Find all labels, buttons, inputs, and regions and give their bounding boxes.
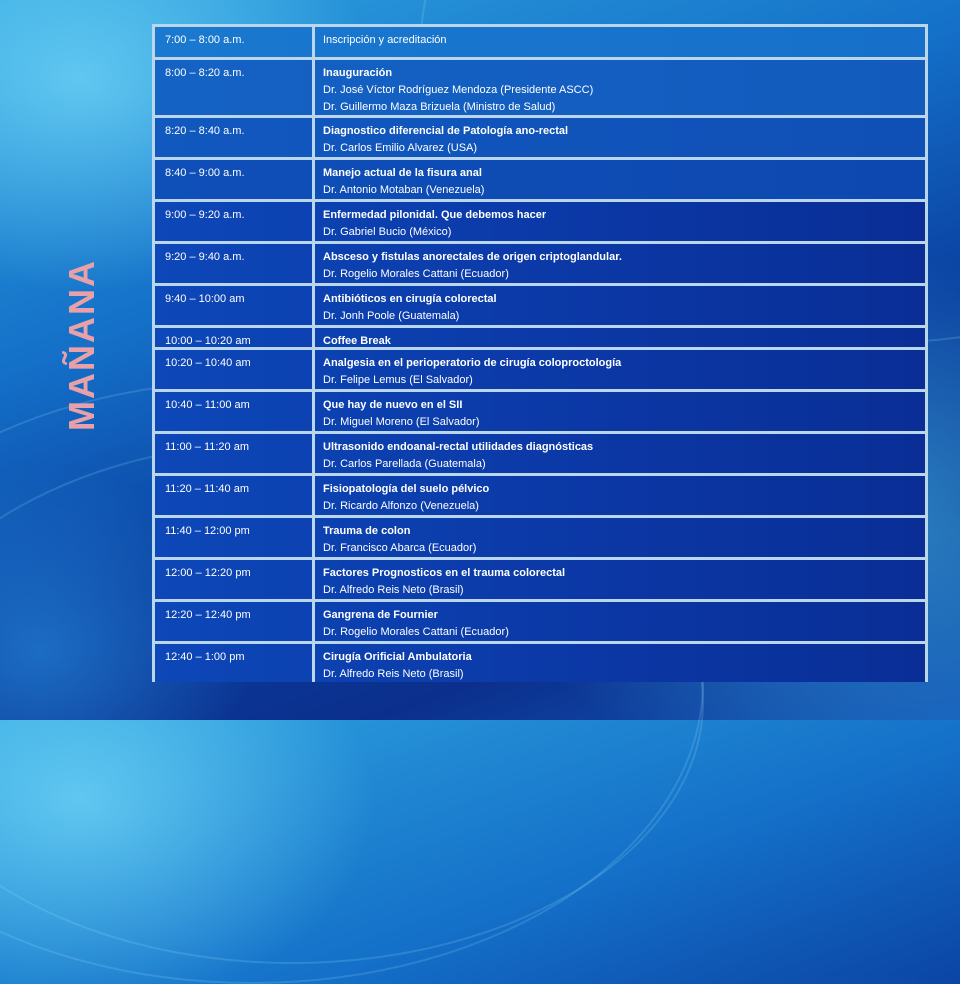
schedule-row xyxy=(155,644,925,682)
session-topic: Coffee Break xyxy=(323,335,391,347)
schedule-row xyxy=(155,118,925,160)
schedule-row xyxy=(155,350,925,392)
schedule-time: 11:00 – 11:20 am xyxy=(155,434,315,473)
session-speaker: Dr. Rogelio Morales Cattani (Ecuador) xyxy=(323,268,509,280)
schedule-row xyxy=(155,392,925,434)
session-speaker: Dr. José Víctor Rodríguez Mendoza (Presidente ASCC) xyxy=(323,84,594,96)
session-speaker: Dr. Gabriel Bucio (México) xyxy=(323,226,452,238)
schedule-session xyxy=(315,328,925,347)
session-topic: Factores Prognosticos en el trauma colorectal xyxy=(323,567,566,579)
schedule-time: 12:00 – 12:20 pm xyxy=(155,560,315,599)
session-speaker: Dr. Alfredo Reis Neto (Brasil) xyxy=(323,584,464,596)
session-speaker: Dr. Francisco Abarca (Ecuador) xyxy=(323,542,477,554)
session-topic: Ultrasonido endoanal-rectal utilidades diagnósticas xyxy=(323,441,594,453)
schedule-time: 10:00 – 10:20 am xyxy=(155,328,315,347)
session-topic: Cirugía Orificial Ambulatoria xyxy=(323,651,472,663)
schedule-row xyxy=(155,476,925,518)
schedule-session xyxy=(315,202,925,241)
schedule-session xyxy=(315,350,925,389)
schedule-time: 12:20 – 12:40 pm xyxy=(155,602,315,641)
schedule-row xyxy=(155,286,925,328)
schedule-session xyxy=(315,560,925,599)
session-topic: Inauguración xyxy=(323,67,393,79)
schedule-session xyxy=(315,476,925,515)
schedule-time: 7:00 – 8:00 a.m. xyxy=(155,27,315,57)
session-speaker: Dr. Carlos Emilio Alvarez (USA) xyxy=(323,142,478,154)
schedule-time: 9:40 – 10:00 am xyxy=(155,286,315,325)
session-speaker: Dr. Felipe Lemus (El Salvador) xyxy=(323,374,473,386)
schedule-session xyxy=(315,392,925,431)
session-speaker: Dr. Rogelio Morales Cattani (Ecuador) xyxy=(323,626,509,638)
session-topic: Gangrena de Fournier xyxy=(323,609,438,621)
schedule-session xyxy=(315,27,925,57)
schedule-time: 11:40 – 12:00 pm xyxy=(155,518,315,557)
session-speaker: Dr. Antonio Motaban (Venezuela) xyxy=(323,184,485,196)
schedule-row xyxy=(155,160,925,202)
session-speaker: Dr. Guillermo Maza Brizuela (Ministro de Salud) xyxy=(323,101,556,113)
schedule-time: 10:20 – 10:40 am xyxy=(155,350,315,389)
session-speaker: Dr. Carlos Parellada (Guatemala) xyxy=(323,458,486,470)
schedule-session xyxy=(315,160,925,199)
session-topic: Trauma de colon xyxy=(323,525,411,537)
schedule-session xyxy=(315,518,925,557)
schedule-row xyxy=(155,602,925,644)
schedule-row xyxy=(155,244,925,286)
schedule-session xyxy=(315,244,925,283)
schedule-time: 9:20 – 9:40 a.m. xyxy=(155,244,315,283)
session-topic: Absceso y fistulas anorectales de origen criptoglandular. xyxy=(323,251,622,263)
schedule-row xyxy=(155,328,925,350)
schedule-session xyxy=(315,644,925,682)
session-topic: Enfermedad pilonidal. Que debemos hacer xyxy=(323,209,547,221)
session-topic: Inscripción y acreditación xyxy=(323,34,447,46)
schedule-time: 8:20 – 8:40 a.m. xyxy=(155,118,315,157)
session-speaker: Dr. Miguel Moreno (El Salvador) xyxy=(323,416,480,428)
schedule-time: 10:40 – 11:00 am xyxy=(155,392,315,431)
section-title: MAÑANA xyxy=(61,259,102,431)
schedule-table xyxy=(152,24,928,682)
schedule-session xyxy=(315,602,925,641)
session-topic: Fisiopatología del suelo pélvico xyxy=(323,483,490,495)
session-topic: Diagnostico diferencial de Patología ano-rectal xyxy=(323,125,569,137)
schedule-row xyxy=(155,202,925,244)
schedule-session xyxy=(315,118,925,157)
session-speaker: Dr. Jonh Poole (Guatemala) xyxy=(323,310,460,322)
schedule-time: 9:00 – 9:20 a.m. xyxy=(155,202,315,241)
schedule-session xyxy=(315,60,925,115)
schedule-time: 11:20 – 11:40 am xyxy=(155,476,315,515)
schedule-session xyxy=(315,434,925,473)
schedule-row xyxy=(155,518,925,560)
schedule-row xyxy=(155,560,925,602)
schedule-row xyxy=(155,60,925,118)
schedule-time: 8:00 – 8:20 a.m. xyxy=(155,60,315,115)
schedule-time: 8:40 – 9:00 a.m. xyxy=(155,160,315,199)
schedule-session xyxy=(315,286,925,325)
session-topic: Manejo actual de la fisura anal xyxy=(323,167,482,179)
schedule-time: 12:40 – 1:00 pm xyxy=(155,644,315,682)
session-speaker: Dr. Alfredo Reis Neto (Brasil) xyxy=(323,668,464,680)
schedule-row xyxy=(155,27,925,60)
schedule-row xyxy=(155,434,925,476)
session-topic: Analgesia en el perioperatorio de cirugía coloproctología xyxy=(323,357,622,369)
session-topic: Que hay de nuevo en el SII xyxy=(323,399,463,411)
session-speaker: Dr. Ricardo Alfonzo (Venezuela) xyxy=(323,500,479,512)
session-topic: Antibióticos en cirugía colorectal xyxy=(323,293,497,305)
